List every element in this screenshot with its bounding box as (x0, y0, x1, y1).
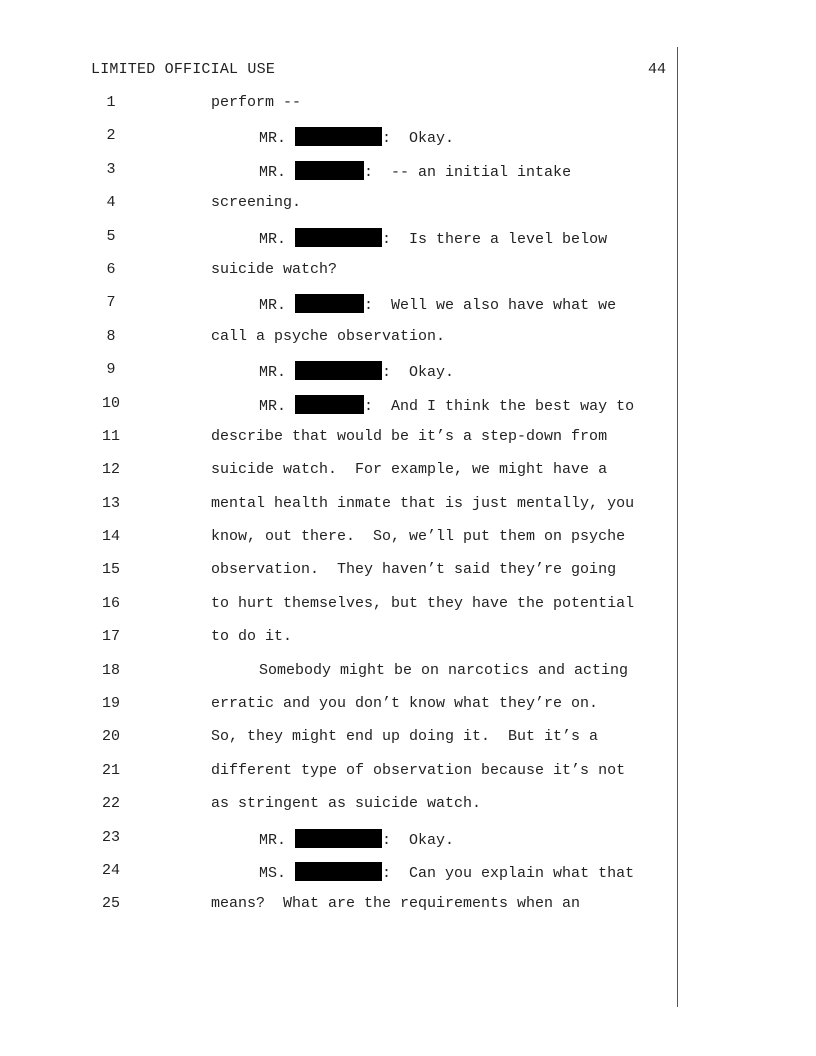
transcript-line (0, 893, 816, 926)
line-number: 5 (106, 227, 116, 245)
line-text: describe that would be it’s a step-down from (211, 427, 608, 445)
line-number: 11 (101, 427, 120, 445)
speaker-title: MR. (259, 397, 287, 415)
redaction-box (295, 862, 382, 881)
line-text: So, they might end up doing it. But it’s a (211, 728, 599, 746)
line-number: 7 (106, 294, 116, 312)
speaker-line (259, 361, 454, 381)
line-text: different type of observation because it’s not (211, 761, 626, 779)
line-text: mental health inmate that is just mentally, you (211, 494, 635, 512)
speaker-title: MR. (259, 364, 287, 382)
transcript-line (0, 493, 816, 526)
line-text: : -- an initial intake (364, 163, 572, 181)
transcript-line (0, 559, 816, 592)
line-text: erratic and you don’t know what they’re on. (211, 695, 599, 713)
transcript-line (0, 159, 816, 192)
line-text: to hurt themselves, but they have the potential (211, 594, 635, 612)
line-text: perform -- (211, 94, 302, 111)
speaker-title: MR. (259, 297, 287, 315)
line-text: to do it. (211, 628, 293, 646)
line-number: 22 (101, 795, 120, 813)
redaction-box (295, 361, 382, 380)
header-marking: LIMITED OFFICIAL USE (91, 61, 276, 78)
transcript-line (0, 192, 816, 225)
line-text: suicide watch? (211, 260, 338, 278)
transcript-line (0, 259, 816, 292)
line-number: 17 (101, 628, 120, 646)
line-number: 1 (106, 94, 116, 111)
page-number: 44 (648, 61, 667, 78)
line-number: 8 (106, 327, 116, 345)
speaker-title: MR. (259, 130, 287, 148)
line-number: 19 (101, 695, 120, 713)
transcript-line (0, 125, 816, 158)
line-number: 16 (101, 594, 120, 612)
line-number: 13 (101, 494, 120, 512)
line-text: : Okay. (382, 364, 455, 382)
speaker-line (259, 862, 634, 882)
line-number: 2 (106, 127, 116, 145)
redaction-box (295, 228, 382, 247)
line-text: : Okay. (382, 130, 455, 148)
line-number: 21 (101, 761, 120, 779)
line-text: suicide watch. For example, we might have a (211, 461, 608, 479)
speaker-line (259, 829, 454, 849)
transcript-line (0, 226, 816, 259)
speaker-title: MS. (259, 864, 287, 882)
transcript-body (0, 92, 816, 927)
line-number: 25 (101, 895, 120, 913)
speaker-line (259, 161, 571, 181)
line-number: 10 (101, 394, 120, 412)
line-text: observation. They haven’t said they’re going (211, 561, 617, 579)
line-text: know, out there. So, we’ll put them on psyche (211, 528, 626, 546)
transcript-line (0, 459, 816, 492)
line-number: 23 (101, 828, 120, 846)
redaction-box (295, 395, 364, 414)
line-text: : Okay. (382, 831, 455, 849)
line-number: 9 (106, 361, 116, 379)
transcript-line (0, 693, 816, 726)
speaker-line (259, 228, 607, 248)
line-text: : And I think the best way to (364, 397, 635, 415)
line-text: means? What are the requirements when an (211, 895, 581, 913)
transcript-line (0, 292, 816, 325)
transcript-line (0, 526, 816, 559)
line-text: : Is there a level below (382, 230, 608, 248)
line-text: as stringent as suicide watch. (211, 795, 482, 813)
line-number: 14 (101, 528, 120, 546)
speaker-title: MR. (259, 163, 287, 181)
line-number: 15 (101, 561, 120, 579)
line-number: 6 (106, 260, 116, 278)
transcript-line (0, 326, 816, 359)
transcript-line (0, 593, 816, 626)
transcript-line (0, 393, 816, 426)
speaker-title: MR. (259, 831, 287, 849)
line-number: 20 (101, 728, 120, 746)
line-number: 3 (106, 160, 116, 178)
transcript-line (0, 793, 816, 826)
line-number: 24 (101, 861, 120, 879)
line-text: screening. (211, 194, 302, 212)
line-number: 12 (101, 461, 120, 479)
redaction-box (295, 829, 382, 848)
line-text: : Can you explain what that (382, 864, 635, 882)
speaker-line (259, 294, 616, 314)
line-number: 4 (106, 194, 116, 212)
transcript-line (0, 359, 816, 392)
transcript-line (0, 860, 816, 893)
line-text: call a psyche observation. (211, 327, 446, 345)
line-text: Somebody might be on narcotics and acting (259, 661, 629, 679)
speaker-line (259, 127, 454, 147)
speaker-title: MR. (259, 230, 287, 248)
transcript-line (0, 726, 816, 759)
speaker-line (259, 395, 634, 415)
transcript-line (0, 426, 816, 459)
redaction-box (295, 294, 364, 313)
redaction-box (295, 161, 364, 180)
redaction-box (295, 127, 382, 146)
transcript-line (0, 660, 816, 693)
transcript-line (0, 626, 816, 659)
transcript-line (0, 760, 816, 793)
line-text: : Well we also have what we (364, 297, 617, 315)
line-number: 18 (101, 661, 120, 679)
transcript-line (0, 827, 816, 860)
transcript-line (0, 92, 816, 125)
